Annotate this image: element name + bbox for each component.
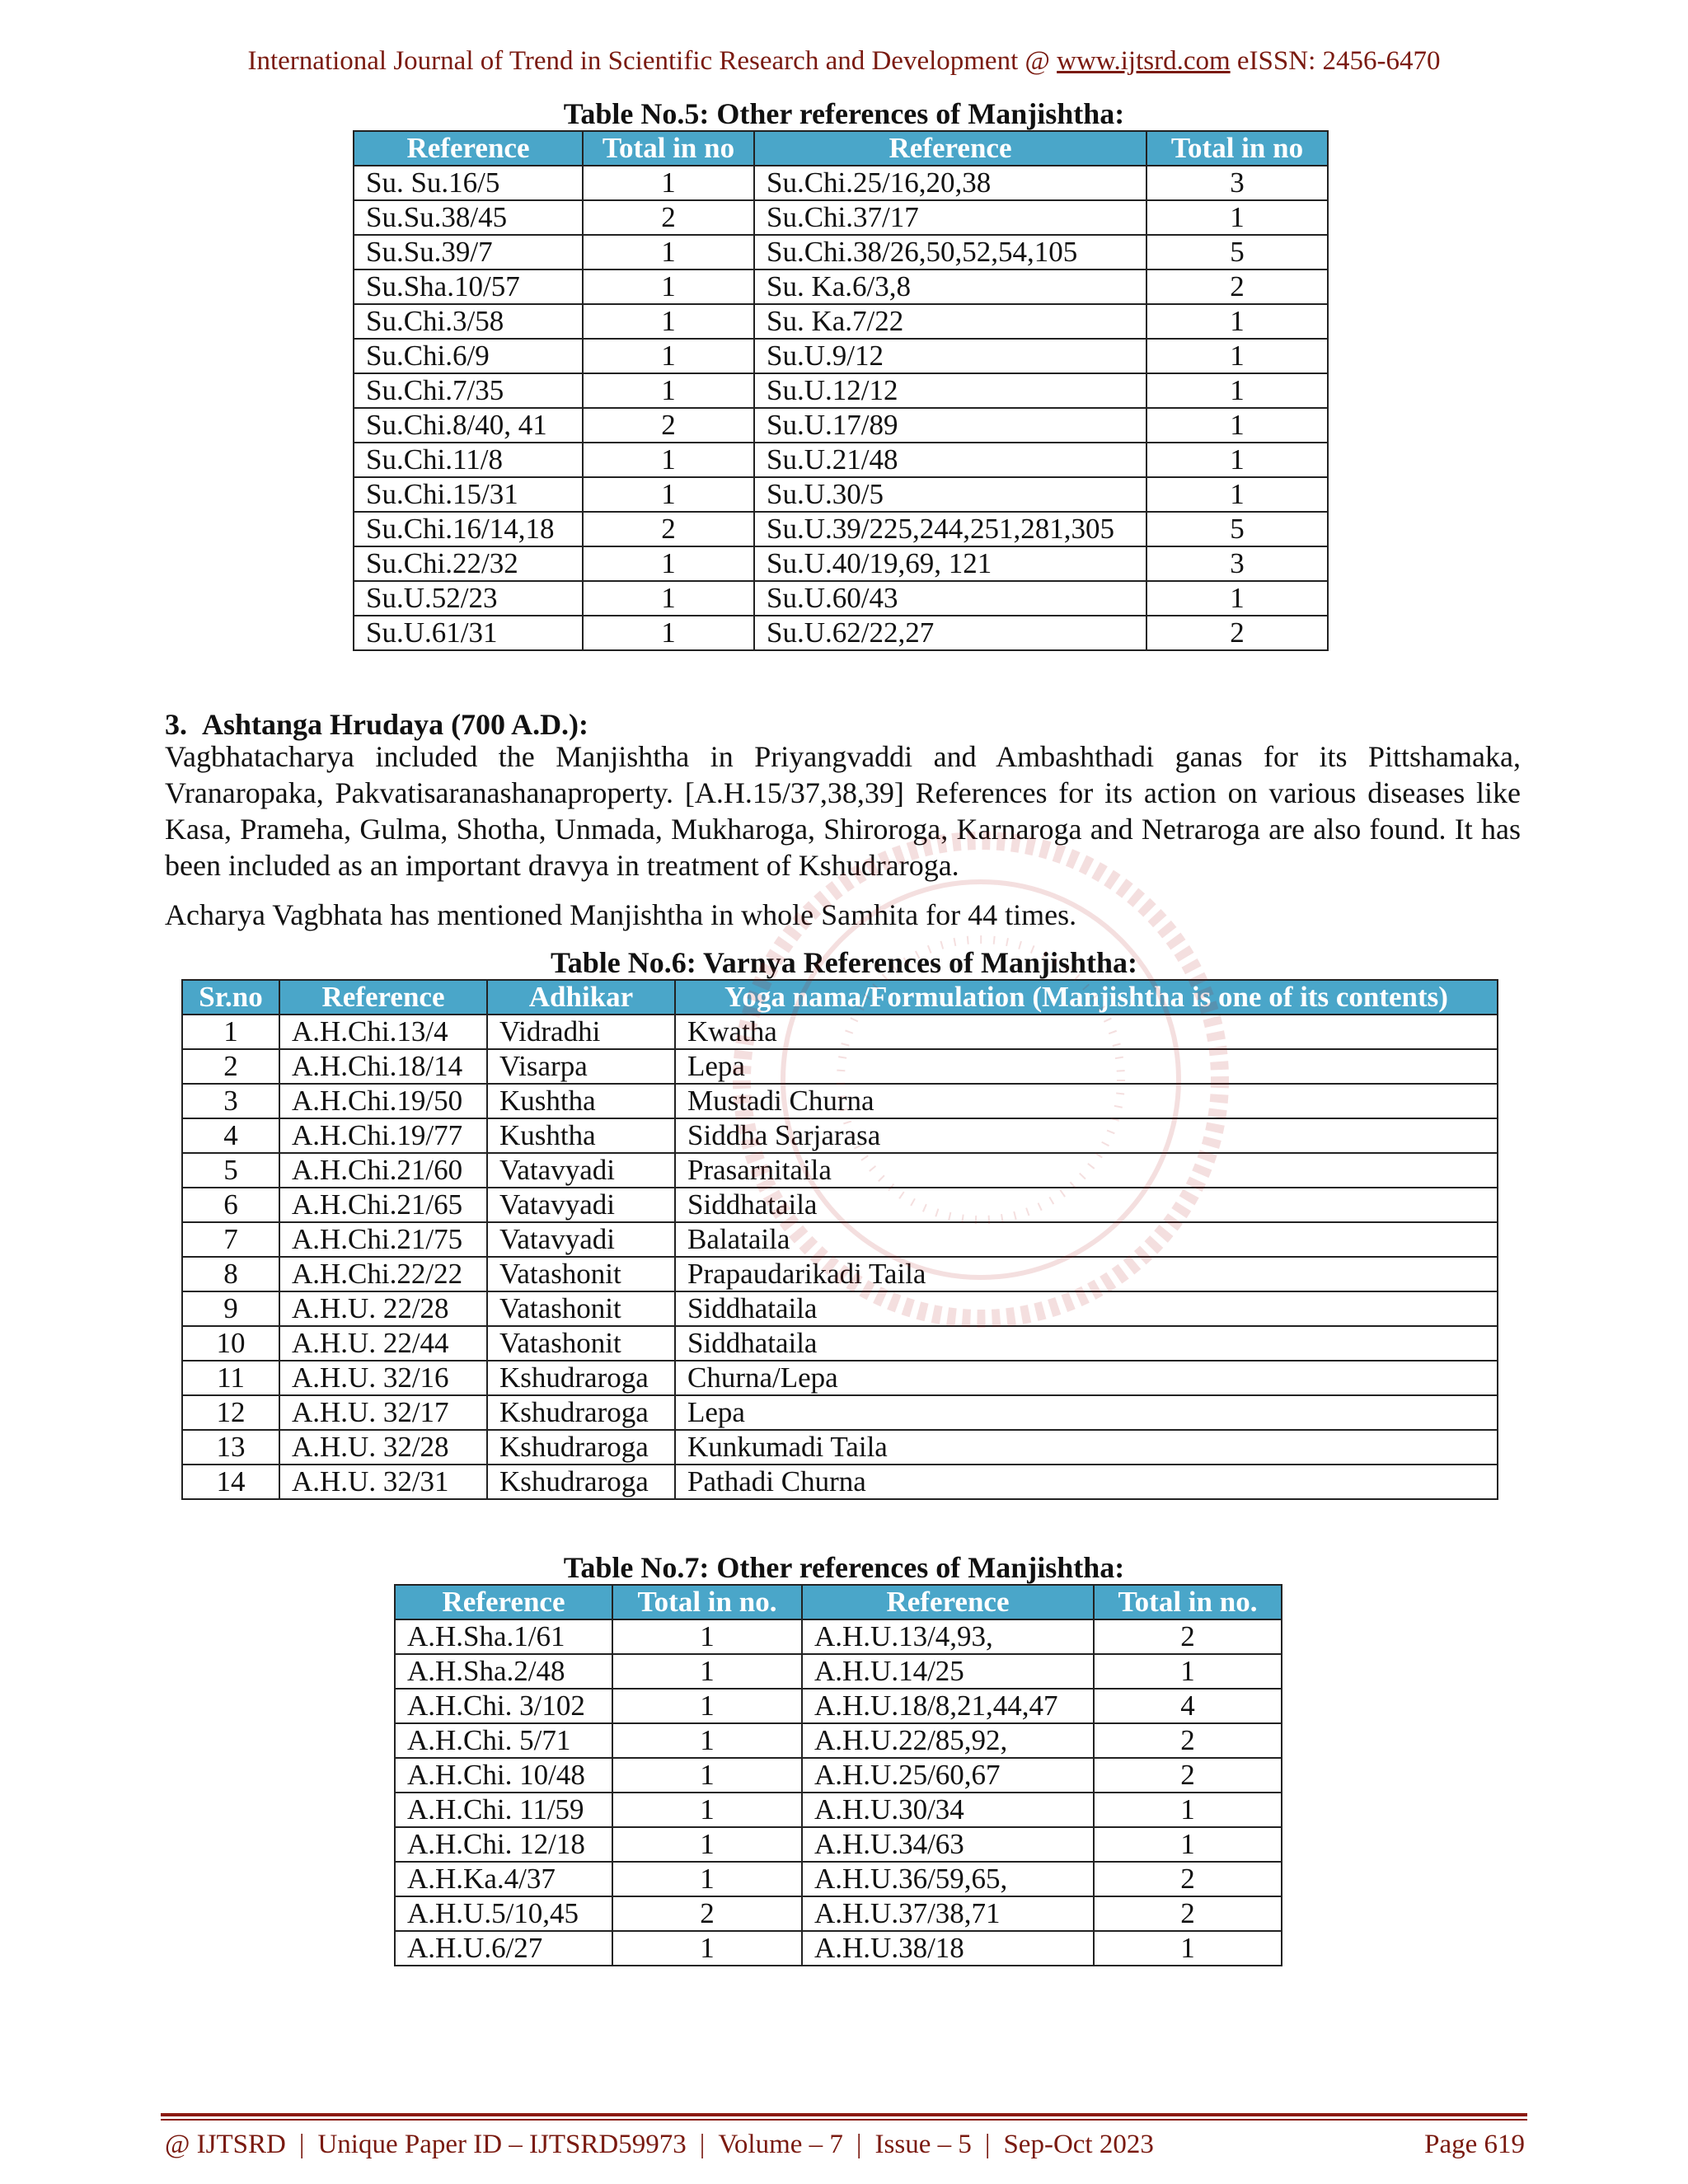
table-cell: A.H.Chi.21/60	[279, 1153, 487, 1188]
table-cell: A.H.Chi.21/65	[279, 1188, 487, 1222]
table-cell: A.H.U. 32/28	[279, 1430, 487, 1465]
table-row	[354, 373, 1328, 408]
table-cell: 3	[182, 1084, 279, 1118]
table-cell: 1	[612, 1619, 802, 1654]
table-cell: Su.Chi.37/17	[754, 200, 1146, 235]
table-row	[395, 1896, 1282, 1931]
table-cell: Vatavyadi	[487, 1222, 675, 1257]
table-cell: 5	[1146, 235, 1328, 269]
table7-header-cell: Total in no.	[612, 1585, 802, 1619]
table-cell: 2	[1094, 1862, 1282, 1896]
table-cell: 1	[1146, 581, 1328, 616]
table-cell: Lepa	[675, 1049, 1498, 1084]
table-row	[182, 1118, 1498, 1153]
table-cell: 1	[182, 1015, 279, 1049]
table-cell: Su.Chi.3/58	[354, 304, 583, 339]
table-cell: Vidradhi	[487, 1015, 675, 1049]
table-cell: 10	[182, 1326, 279, 1361]
table-cell: Su.U.17/89	[754, 408, 1146, 443]
table-cell: 2	[1146, 616, 1328, 650]
table-cell: Siddhataila	[675, 1188, 1498, 1222]
table-cell: 1	[612, 1723, 802, 1758]
table-row	[354, 339, 1328, 373]
table-row	[354, 166, 1328, 200]
table7-header-cell: Reference	[802, 1585, 1094, 1619]
footer-issue: Issue – 5	[874, 2130, 972, 2159]
footer-rule-thin	[161, 2119, 1527, 2121]
table-row	[395, 1793, 1282, 1827]
table-row	[182, 1153, 1498, 1188]
table-cell: 1	[1094, 1654, 1282, 1689]
table-cell: 13	[182, 1430, 279, 1465]
section-paragraph-2: Acharya Vagbhata has mentioned Manjishtha in whole Samhita for 44 times.	[165, 898, 1077, 931]
table7-header-row	[395, 1585, 1282, 1619]
table6	[181, 979, 1498, 1500]
table-row	[354, 200, 1328, 235]
table-cell: 1	[612, 1793, 802, 1827]
table-cell: 2	[583, 512, 754, 546]
table-cell: Kshudraroga	[487, 1395, 675, 1430]
table-cell: Su.U.61/31	[354, 616, 583, 650]
footer-page-number: Page 619	[1424, 2130, 1525, 2159]
table-cell: 2	[583, 200, 754, 235]
table-cell: Vatashonit	[487, 1326, 675, 1361]
table5-header-cell: Reference	[354, 131, 583, 166]
table-row	[354, 408, 1328, 443]
table-cell: Visarpa	[487, 1049, 675, 1084]
table-cell: 2	[1094, 1758, 1282, 1793]
table-row	[354, 443, 1328, 477]
table-cell: 1	[583, 616, 754, 650]
table-row	[395, 1862, 1282, 1896]
table-cell: Vatavyadi	[487, 1153, 675, 1188]
table-cell: 1	[612, 1654, 802, 1689]
footer-paper-id: Unique Paper ID – IJTSRD59973	[317, 2130, 687, 2159]
table-cell: Su.Chi.16/14,18	[354, 512, 583, 546]
table-cell: 1	[1146, 443, 1328, 477]
table-cell: A.H.U.18/8,21,44,47	[802, 1689, 1094, 1723]
table7-header-cell: Reference	[395, 1585, 612, 1619]
table6-header-row	[182, 980, 1498, 1015]
table-cell: 1	[612, 1862, 802, 1896]
table-cell: A.H.U. 32/16	[279, 1361, 487, 1395]
table5-header-cell: Reference	[754, 131, 1146, 166]
table-cell: 4	[182, 1118, 279, 1153]
table-row	[182, 1084, 1498, 1118]
table-cell: Kushtha	[487, 1084, 675, 1118]
table-row	[395, 1723, 1282, 1758]
table-cell: 6	[182, 1188, 279, 1222]
table-cell: 2	[1094, 1896, 1282, 1931]
table6-header-cell: Reference	[279, 980, 487, 1015]
table-cell: Su.Chi.11/8	[354, 443, 583, 477]
table-cell: 2	[612, 1896, 802, 1931]
footer-volume: Volume – 7	[718, 2130, 843, 2159]
table-cell: Su.U.12/12	[754, 373, 1146, 408]
table-cell: Su.Chi.38/26,50,52,54,105	[754, 235, 1146, 269]
table7-caption: Table No.7: Other references of Manjishtha:	[563, 1551, 1125, 1584]
table-cell: 1	[612, 1827, 802, 1862]
table-cell: Su.U.9/12	[754, 339, 1146, 373]
table-cell: 4	[1094, 1689, 1282, 1723]
table-cell: 1	[1094, 1827, 1282, 1862]
table-cell: A.H.Chi.18/14	[279, 1049, 487, 1084]
table-cell: 1	[583, 235, 754, 269]
table-cell: Siddhataila	[675, 1291, 1498, 1326]
table-cell: 8	[182, 1257, 279, 1291]
table-cell: A.H.U. 22/28	[279, 1291, 487, 1326]
table-row	[182, 1015, 1498, 1049]
table-cell: Kshudraroga	[487, 1430, 675, 1465]
table-cell: A.H.U.38/18	[802, 1931, 1094, 1966]
table-row	[354, 581, 1328, 616]
table-cell: Vatashonit	[487, 1257, 675, 1291]
table-cell: 1	[583, 166, 754, 200]
table-row	[395, 1758, 1282, 1793]
header-issn: eISSN: 2456-6470	[1230, 46, 1441, 76]
table-row	[354, 546, 1328, 581]
table-row	[182, 1395, 1498, 1430]
table5	[353, 130, 1329, 651]
header-website-link[interactable]: www.ijtsrd.com	[1057, 46, 1231, 76]
table-row	[395, 1654, 1282, 1689]
table-cell: Su.Chi.15/31	[354, 477, 583, 512]
table-cell: 1	[583, 477, 754, 512]
table6-body	[182, 1015, 1498, 1499]
table-cell: A.H.Chi.21/75	[279, 1222, 487, 1257]
table6-header-cell: Yoga nama/Formulation (Manjishtha is one of its contents)	[675, 980, 1498, 1015]
table-cell: 1	[1146, 200, 1328, 235]
table-cell: Kunkumadi Taila	[675, 1430, 1498, 1465]
table-cell: Su.Su.38/45	[354, 200, 583, 235]
table-cell: A.H.U.22/85,92,	[802, 1723, 1094, 1758]
table-cell: 1	[612, 1758, 802, 1793]
table-cell: Su.U.52/23	[354, 581, 583, 616]
table-cell: 1	[612, 1689, 802, 1723]
table-cell: 3	[1146, 166, 1328, 200]
table-cell: A.H.Chi.13/4	[279, 1015, 487, 1049]
table-row	[395, 1827, 1282, 1862]
table-cell: A.H.Chi. 10/48	[395, 1758, 612, 1793]
table-cell: A.H.Chi.19/50	[279, 1084, 487, 1118]
table-cell: 1	[583, 304, 754, 339]
table-row	[182, 1326, 1498, 1361]
table-row	[182, 1465, 1498, 1499]
table-row	[354, 304, 1328, 339]
header-journal-name: International Journal of Trend in Scientific Research and Development @	[247, 46, 1057, 76]
table-cell: 1	[1094, 1931, 1282, 1966]
table-row	[395, 1689, 1282, 1723]
table-cell: Su.Chi.8/40, 41	[354, 408, 583, 443]
table-row	[354, 269, 1328, 304]
table-cell: 2	[1094, 1619, 1282, 1654]
table-cell: Churna/Lepa	[675, 1361, 1498, 1395]
table-cell: Balataila	[675, 1222, 1498, 1257]
table-cell: Kshudraroga	[487, 1361, 675, 1395]
table5-header-cell: Total in no	[1146, 131, 1328, 166]
table-cell: A.H.U.34/63	[802, 1827, 1094, 1862]
table-cell: A.H.Chi.19/77	[279, 1118, 487, 1153]
table5-header-row	[354, 131, 1328, 166]
table-cell: A.H.U.30/34	[802, 1793, 1094, 1827]
table-cell: A.H.U.13/4,93,	[802, 1619, 1094, 1654]
table-cell: 1	[583, 373, 754, 408]
table-cell: Su.Chi.22/32	[354, 546, 583, 581]
table-cell: Kwatha	[675, 1015, 1498, 1049]
table-cell: Siddhataila	[675, 1326, 1498, 1361]
table-cell: 2	[583, 408, 754, 443]
table7-body	[395, 1619, 1282, 1966]
table-cell: Su.U.62/22,27	[754, 616, 1146, 650]
table-cell: Su.U.21/48	[754, 443, 1146, 477]
table-cell: A.H.Chi. 12/18	[395, 1827, 612, 1862]
table7-header-cell: Total in no.	[1094, 1585, 1282, 1619]
table-cell: 12	[182, 1395, 279, 1430]
table5-caption: Table No.5: Other references of Manjishtha:	[563, 97, 1125, 130]
section-heading: 3. Ashtanga Hrudaya (700 A.D.):	[165, 708, 589, 741]
table-cell: A.H.U.25/60,67	[802, 1758, 1094, 1793]
table-cell: Vatavyadi	[487, 1188, 675, 1222]
table-row	[182, 1291, 1498, 1326]
table-cell: Su. Ka.7/22	[754, 304, 1146, 339]
table-cell: A.H.U.36/59,65,	[802, 1862, 1094, 1896]
table-cell: 1	[612, 1931, 802, 1966]
table-cell: 9	[182, 1291, 279, 1326]
table-cell: 1	[583, 581, 754, 616]
table-cell: 2	[182, 1049, 279, 1084]
table-cell: Prasarnitaila	[675, 1153, 1498, 1188]
table-row	[182, 1188, 1498, 1222]
table-cell: Su. Ka.6/3,8	[754, 269, 1146, 304]
table-cell: A.H.U. 32/17	[279, 1395, 487, 1430]
table-cell: Su.U.60/43	[754, 581, 1146, 616]
table-row	[182, 1222, 1498, 1257]
table-cell: A.H.U.37/38,71	[802, 1896, 1094, 1931]
table5-body	[354, 166, 1328, 650]
table-row	[395, 1619, 1282, 1654]
footer-journal: @ IJTSRD	[165, 2130, 286, 2159]
table-row	[182, 1257, 1498, 1291]
table-cell: Vatashonit	[487, 1291, 675, 1326]
table-cell: 1	[583, 339, 754, 373]
table-cell: Pathadi Churna	[675, 1465, 1498, 1499]
table-row	[354, 512, 1328, 546]
table-cell: A.H.Chi.22/22	[279, 1257, 487, 1291]
table-row	[182, 1049, 1498, 1084]
table-cell: A.H.U. 32/31	[279, 1465, 487, 1499]
running-header	[0, 46, 1688, 77]
table-cell: A.H.Sha.2/48	[395, 1654, 612, 1689]
footer-rule	[161, 2113, 1527, 2116]
table-cell: Su.Su.39/7	[354, 235, 583, 269]
table-cell: A.H.Chi. 3/102	[395, 1689, 612, 1723]
table-cell: 1	[1146, 339, 1328, 373]
table-row	[182, 1430, 1498, 1465]
table-cell: 1	[1146, 477, 1328, 512]
table-cell: 1	[1146, 408, 1328, 443]
table-cell: Prapaudarikadi Taila	[675, 1257, 1498, 1291]
table-cell: 1	[583, 546, 754, 581]
table-row	[354, 616, 1328, 650]
footer-date: Sep-Oct 2023	[1003, 2130, 1154, 2159]
table-cell: Su.Chi.25/16,20,38	[754, 166, 1146, 200]
table-cell: Su. Su.16/5	[354, 166, 583, 200]
table-cell: A.H.Ka.4/37	[395, 1862, 612, 1896]
table-cell: A.H.Chi. 5/71	[395, 1723, 612, 1758]
section-paragraph-1: Vagbhatacharya included the Manjishtha in Priyangvaddi and Ambashthadi ganas for its Pittshamaka, Vranaropaka, Pakvatisaranashanaproperty. [A.H.15/37,38,39] References for its action on various diseases like Kasa, Prameha, Gulma, Shotha, Unmada, Mukharoga, Shiroroga, Karnaroga and Netraroga are also found. It has been included as an important dravya in treatment of Kshudraroga.	[165, 740, 1521, 882]
table-cell: Mustadi Churna	[675, 1084, 1498, 1118]
table-cell: 2	[1146, 269, 1328, 304]
table-cell: 2	[1094, 1723, 1282, 1758]
table-cell: Su.Chi.6/9	[354, 339, 583, 373]
table-cell: 1	[583, 269, 754, 304]
table-cell: 1	[1146, 373, 1328, 408]
table-cell: Lepa	[675, 1395, 1498, 1430]
table-cell: 3	[1146, 546, 1328, 581]
table-cell: Siddha Sarjarasa	[675, 1118, 1498, 1153]
table-row	[354, 235, 1328, 269]
table-cell: Su.Sha.10/57	[354, 269, 583, 304]
table-cell: 11	[182, 1361, 279, 1395]
table-cell: 1	[1094, 1793, 1282, 1827]
table-cell: Su.U.30/5	[754, 477, 1146, 512]
table-cell: Su.U.40/19,69, 121	[754, 546, 1146, 581]
table-cell: A.H.Sha.1/61	[395, 1619, 612, 1654]
table6-header-cell: Adhikar	[487, 980, 675, 1015]
table-cell: A.H.U.14/25	[802, 1654, 1094, 1689]
table-cell: A.H.Chi. 11/59	[395, 1793, 612, 1827]
table-cell: 1	[583, 443, 754, 477]
table-row	[395, 1931, 1282, 1966]
table-cell: 7	[182, 1222, 279, 1257]
table-cell: 14	[182, 1465, 279, 1499]
table-row	[182, 1361, 1498, 1395]
table-cell: A.H.U. 22/44	[279, 1326, 487, 1361]
table6-caption: Table No.6: Varnya References of Manjishtha:	[551, 946, 1137, 979]
table-cell: 5	[1146, 512, 1328, 546]
running-footer: @ IJTSRD | Unique Paper ID – IJTSRD59973 | Volume – 7 | Issue – 5 | Sep-Oct 2023 Page 619	[165, 2130, 1525, 2159]
table-cell: Su.Chi.7/35	[354, 373, 583, 408]
table-cell: Kushtha	[487, 1118, 675, 1153]
table-cell: A.H.U.5/10,45	[395, 1896, 612, 1931]
table-row	[354, 477, 1328, 512]
table-cell: A.H.U.6/27	[395, 1931, 612, 1966]
table-cell: 5	[182, 1153, 279, 1188]
table-cell: Kshudraroga	[487, 1465, 675, 1499]
table6-header-cell: Sr.no	[182, 980, 279, 1015]
table-cell: Su.U.39/225,244,251,281,305	[754, 512, 1146, 546]
table5-header-cell: Total in no	[583, 131, 754, 166]
table-cell: 1	[1146, 304, 1328, 339]
table7	[394, 1584, 1282, 1966]
